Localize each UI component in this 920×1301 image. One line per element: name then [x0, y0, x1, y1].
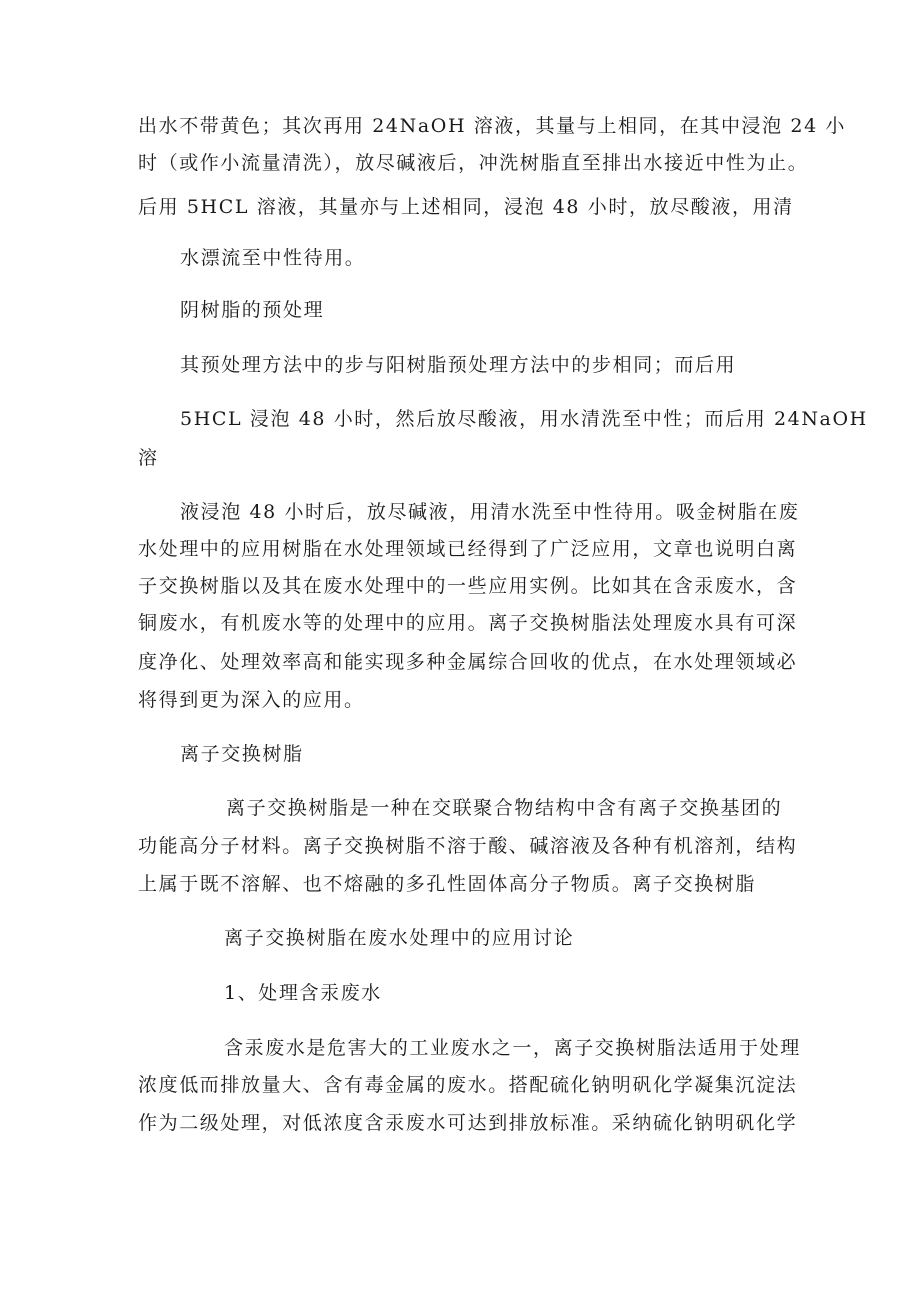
section-heading: 离子交换树脂在废水处理中的应用讨论 [224, 927, 575, 949]
body-text-line: 铜废水，有机废水等的处理中的应用。离子交换树脂法处理废水具有可深 [138, 612, 798, 634]
body-text-line: 出水不带黄色；其次再用 24NaOH 溶液，其量与上相同，在其中浸泡 24 小 [138, 115, 847, 137]
body-text-line: 浓度低而排放量大、含有毒金属的废水。搭配硫化钠明矾化学凝集沉淀法 [138, 1074, 798, 1096]
body-text-line: 将得到更为深入的应用。 [138, 689, 365, 711]
section-heading: 阴树脂的预处理 [180, 299, 325, 321]
section-heading: 离子交换树脂 [180, 743, 304, 765]
body-text-line: 时（或作小流量清洗），放尽碱液后，冲洗树脂直至排出水接近中性为止。 [138, 152, 809, 174]
body-text-line: 功能高分子材料。离子交换树脂不溶于酸、碱溶液及各种有机溶剂，结构 [138, 835, 798, 857]
body-text-line: 子交换树脂以及其在废水处理中的一些应用实例。比如其在含汞废水，含 [138, 575, 798, 597]
body-text-line: 后用 5HCL 溶液，其量亦与上述相同，浸泡 48 小时，放尽酸液，用清 [138, 196, 794, 218]
body-text-line: 液浸泡 48 小时后，放尽碱液，用清水洗至中性待用。吸金树脂在废 [180, 501, 800, 523]
body-text-line: 5HCL 浸泡 48 小时，然后放尽酸液，用水清洗至中性；而后用 24NaOH [180, 408, 868, 430]
body-text-line: 作为二级处理，对低浓度含汞废水可达到排放标准。采纳硫化钠明矾化学 [138, 1112, 798, 1134]
body-text-line: 水处理中的应用树脂在水处理领域已经得到了广泛应用，文章也说明白离 [138, 538, 798, 560]
body-text-line: 上属于既不溶解、也不熔融的多孔性固体高分子物质。离子交换树脂 [138, 873, 757, 895]
body-text-line: 离子交换树脂是一种在交联聚合物结构中含有离子交换基团的 [226, 797, 783, 819]
body-text-line: 度净化、处理效率高和能实现多种金属综合回收的优点，在水处理领域必 [138, 651, 798, 673]
body-text-line: 溶 [138, 447, 159, 469]
body-text-line: 其预处理方法中的步与阳树脂预处理方法中的步相同；而后用 [180, 354, 737, 376]
subsection-heading: 1、处理含汞废水 [224, 982, 382, 1004]
body-text-line: 含汞废水是危害大的工业废水之一，离子交换树脂法适用于处理 [224, 1037, 801, 1059]
body-text-line: 水漂流至中性待用。 [180, 247, 366, 269]
